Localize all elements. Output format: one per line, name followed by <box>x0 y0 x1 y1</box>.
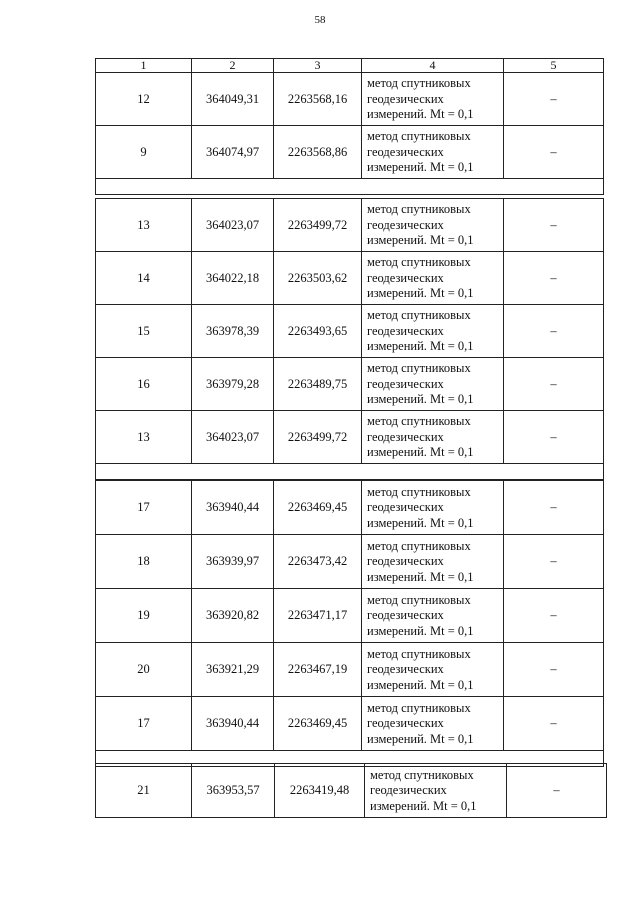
coord-x: 363978,39 <box>192 305 274 358</box>
method-description: метод спутниковых геодезических измерений. Mt = 0,1 <box>362 358 504 411</box>
table-row <box>96 697 604 751</box>
coord-x: 363939,97 <box>192 535 274 589</box>
method-description: метод спутниковых геодезических измерений. Mt = 0,1 <box>362 411 504 464</box>
method-description: метод спутниковых геодезических измерений. Mt = 0,1 <box>365 764 507 818</box>
coordinates-table-part-3 <box>95 480 604 767</box>
table-row <box>96 73 604 126</box>
point-number: 16 <box>96 358 192 411</box>
method-description: метод спутниковых геодезических измерений. Mt = 0,1 <box>362 535 504 589</box>
table-row <box>96 358 604 411</box>
point-number: 17 <box>96 481 192 535</box>
note: – <box>504 252 604 305</box>
method-description: метод спутниковых геодезических измерений. Mt = 0,1 <box>362 589 504 643</box>
coord-y: 2263499,72 <box>274 199 362 252</box>
note: – <box>504 73 604 126</box>
coordinates-table-part-4 <box>95 763 607 818</box>
coord-x: 364023,07 <box>192 199 274 252</box>
table-row <box>96 764 607 818</box>
table-row <box>96 199 604 252</box>
coord-y: 2263469,45 <box>274 481 362 535</box>
point-number: 18 <box>96 535 192 589</box>
point-number: 13 <box>96 411 192 464</box>
coord-y: 2263493,65 <box>274 305 362 358</box>
note: – <box>504 535 604 589</box>
point-number: 12 <box>96 73 192 126</box>
point-number: 19 <box>96 589 192 643</box>
table-row <box>96 535 604 589</box>
coord-y: 2263473,42 <box>274 535 362 589</box>
column-header: 4 <box>362 59 504 73</box>
coord-x: 363940,44 <box>192 697 274 751</box>
coord-x: 363979,28 <box>192 358 274 411</box>
column-header: 2 <box>192 59 274 73</box>
note: – <box>504 199 604 252</box>
page-number: 58 <box>314 14 326 26</box>
coordinates-table-part-2 <box>95 198 604 480</box>
method-description: метод спутниковых геодезических измерений. Mt = 0,1 <box>362 305 504 358</box>
coord-x: 364049,31 <box>192 73 274 126</box>
note: – <box>504 126 604 179</box>
method-description: метод спутниковых геодезических измерений. Mt = 0,1 <box>362 252 504 305</box>
coord-y: 2263471,17 <box>274 589 362 643</box>
point-number: 20 <box>96 643 192 697</box>
group-separator-row <box>96 464 604 480</box>
table-row <box>96 643 604 697</box>
point-number: 17 <box>96 697 192 751</box>
coord-x: 364074,97 <box>192 126 274 179</box>
coord-x: 363940,44 <box>192 481 274 535</box>
note: – <box>504 697 604 751</box>
column-header: 3 <box>274 59 362 73</box>
point-number: 21 <box>96 764 192 818</box>
table-row <box>96 252 604 305</box>
note: – <box>504 358 604 411</box>
coord-x: 364023,07 <box>192 411 274 464</box>
note: – <box>504 481 604 535</box>
coord-y: 2263489,75 <box>274 358 362 411</box>
coord-y: 2263419,48 <box>275 764 365 818</box>
note: – <box>504 305 604 358</box>
coordinates-table-part-1 <box>95 58 604 195</box>
coord-y: 2263469,45 <box>274 697 362 751</box>
method-description: метод спутниковых геодезических измерений. Mt = 0,1 <box>362 643 504 697</box>
column-header: 1 <box>96 59 192 73</box>
point-number: 9 <box>96 126 192 179</box>
point-number: 14 <box>96 252 192 305</box>
method-description: метод спутниковых геодезических измерений. Mt = 0,1 <box>362 73 504 126</box>
coord-y: 2263568,16 <box>274 73 362 126</box>
table-row <box>96 411 604 464</box>
coord-y: 2263568,86 <box>274 126 362 179</box>
coord-x: 363953,57 <box>192 764 275 818</box>
note: – <box>504 589 604 643</box>
table-row <box>96 481 604 535</box>
method-description: метод спутниковых геодезических измерений. Mt = 0,1 <box>362 481 504 535</box>
coord-x: 363921,29 <box>192 643 274 697</box>
group-separator-row <box>96 179 604 195</box>
coord-x: 363920,82 <box>192 589 274 643</box>
coord-y: 2263467,19 <box>274 643 362 697</box>
point-number: 15 <box>96 305 192 358</box>
method-description: метод спутниковых геодезических измерений. Mt = 0,1 <box>362 199 504 252</box>
coord-x: 364022,18 <box>192 252 274 305</box>
note: – <box>504 643 604 697</box>
note: – <box>504 411 604 464</box>
column-header: 5 <box>504 59 604 73</box>
table-row <box>96 589 604 643</box>
coord-y: 2263503,62 <box>274 252 362 305</box>
table-row <box>96 126 604 179</box>
note: – <box>507 764 607 818</box>
coord-y: 2263499,72 <box>274 411 362 464</box>
table-row <box>96 305 604 358</box>
point-number: 13 <box>96 199 192 252</box>
method-description: метод спутниковых геодезических измерений. Mt = 0,1 <box>362 126 504 179</box>
table-header-row <box>96 59 604 73</box>
method-description: метод спутниковых геодезических измерений. Mt = 0,1 <box>362 697 504 751</box>
